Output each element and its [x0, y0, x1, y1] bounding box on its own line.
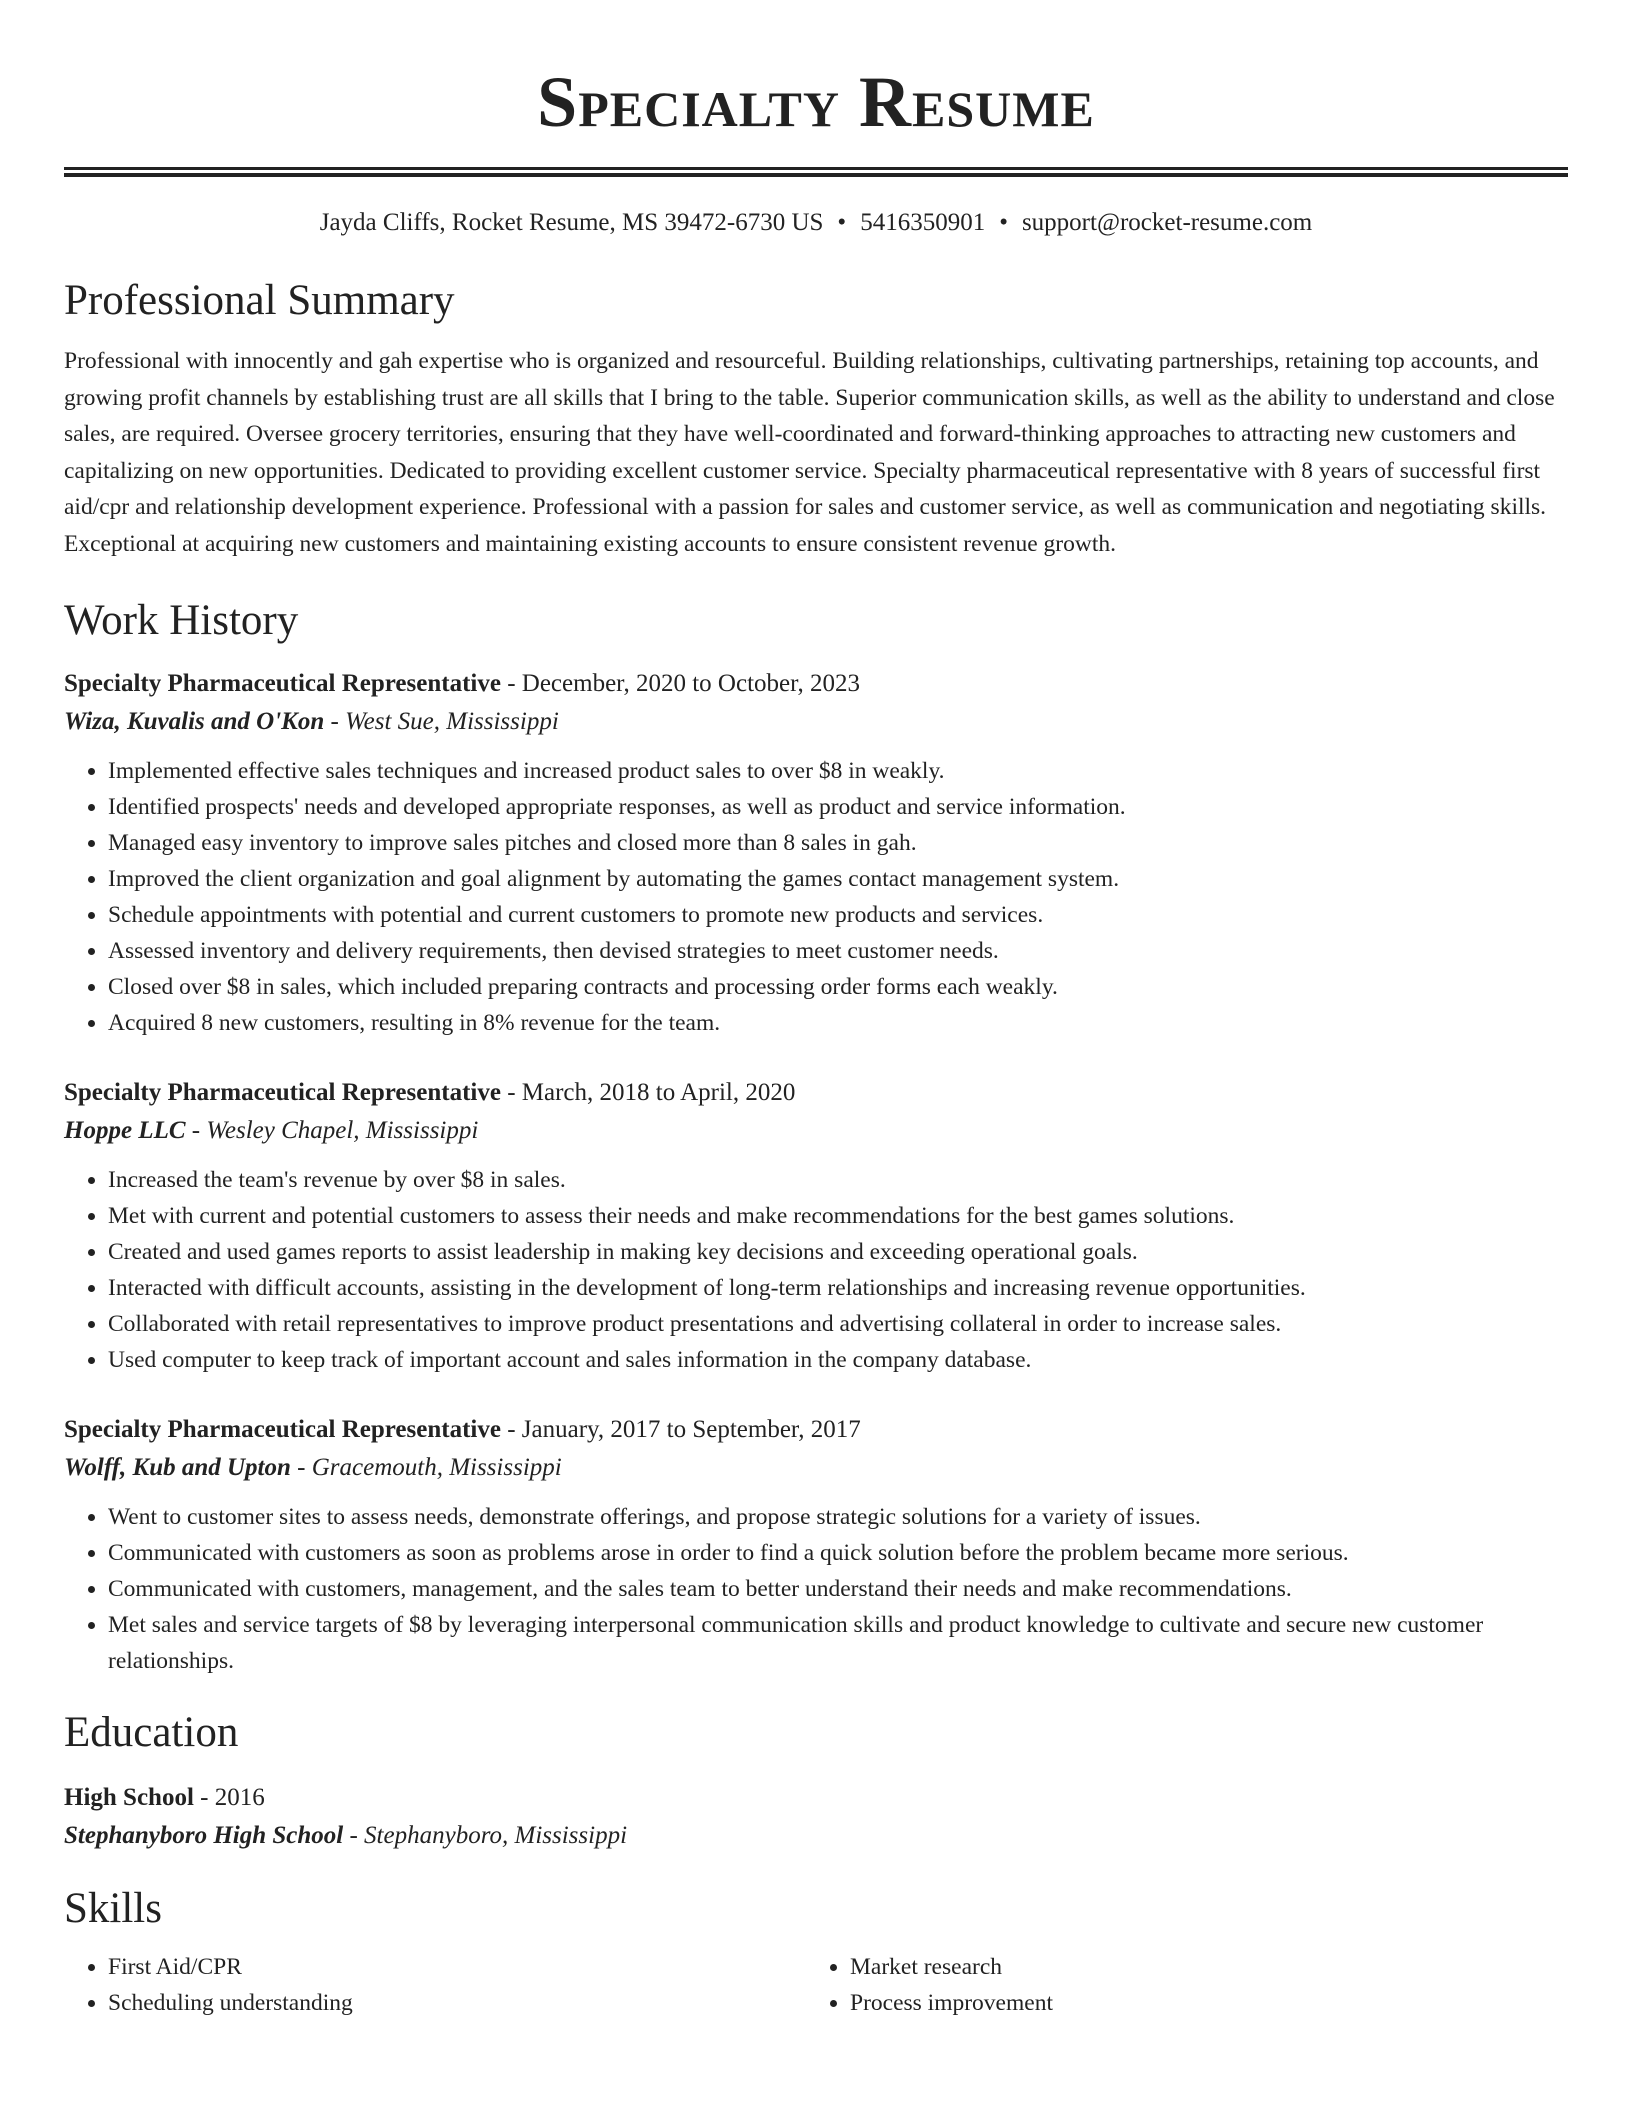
job-title: Specialty Pharmaceutical Representative — [64, 1416, 501, 1443]
school-location: - Stephanyboro, Mississippi — [343, 1822, 628, 1849]
job-bullet: • Interacted with difficult accounts, assisting in the development of long-term relationships and increasing revenue opportunities. — [108, 1270, 1568, 1306]
title-divider — [64, 167, 1568, 177]
contact-email: support@rocket-resume.com — [1021, 209, 1313, 236]
job-bullet: • Met sales and service targets of $8 by leveraging interpersonal communication skills and product knowledge to cultivate and secure new customer relationships. — [108, 1607, 1568, 1679]
job-bullet: • Identified prospects' needs and developed appropriate responses, as well as product and service information. — [108, 789, 1568, 825]
work-history-heading: Work History — [64, 597, 299, 644]
job-bullet: • Communicated with customers, management, and the sales team to better understand their needs and make recommendations. — [108, 1571, 1568, 1607]
contact-separator: • — [837, 209, 847, 236]
degree-line — [64, 1779, 1568, 1817]
job-bullet: • Met with current and potential customers to assess their needs and make recommendations for the best games solutions. — [108, 1198, 1568, 1234]
summary-heading: Professional Summary — [64, 277, 455, 324]
skills-column-right — [806, 1949, 1548, 2021]
skills-list — [806, 1949, 1548, 2021]
school-line — [64, 1817, 1568, 1855]
job-dates: - December, 2020 to October, 2023 — [500, 670, 860, 697]
skills-column-left — [64, 1949, 806, 2021]
contact-separator: • — [999, 209, 1008, 236]
education-heading: Education — [64, 1709, 239, 1756]
contact-line — [64, 206, 1568, 240]
company-location: - West Sue, Mississippi — [324, 708, 559, 735]
job-bullet: • Improved the client organization and goal alignment by automating the games contact management system. — [108, 861, 1568, 897]
contact-address: Jayda Cliffs, Rocket Resume, MS 39472-6730 US — [319, 209, 824, 236]
job-bullet: • Assessed inventory and delivery requirements, then devised strategies to meet customer needs. — [108, 933, 1568, 969]
job-entry — [64, 665, 1568, 1041]
job-entry — [64, 1411, 1568, 1679]
job-bullets — [64, 753, 1568, 1041]
job-bullet: • Created and used games reports to assist leadership in making key decisions and exceeding operational goals. — [108, 1234, 1568, 1270]
job-bullet: • Increased the team's revenue by over $8 in sales. — [108, 1162, 1568, 1198]
degree: High School — [64, 1784, 194, 1811]
company-line — [64, 1112, 1568, 1150]
job-title-line — [64, 1074, 1568, 1112]
skill-item: • Process improvement — [850, 1985, 1548, 2021]
job-bullet: • Managed easy inventory to improve sales pitches and closed more than 8 sales in gah. — [108, 825, 1568, 861]
job-title: Specialty Pharmaceutical Representative — [64, 670, 501, 697]
company-line — [64, 1449, 1568, 1487]
resume-title: Specialty Resume — [537, 62, 1095, 142]
company-name: Hoppe LLC — [64, 1117, 186, 1144]
job-bullet: • Closed over $8 in sales, which included preparing contracts and processing order forms each weakly. — [108, 969, 1568, 1005]
job-bullet: • Acquired 8 new customers, resulting in 8% revenue for the team. — [108, 1005, 1568, 1041]
contact-phone: 5416350901 — [860, 209, 986, 236]
company-location: - Wesley Chapel, Mississippi — [185, 1117, 479, 1144]
skill-item: • Market research — [850, 1949, 1548, 1985]
job-bullet: • Collaborated with retail representatives to improve product presentations and advertising collateral in order to increase sales. — [108, 1306, 1568, 1342]
summary-text: Professional with innocently and gah expertise who is organized and resourceful. Building relationships, cultivating partnerships, retaining top accounts, and growing profit channels by establishing trust are all skills that I bring to the table. Superior communication skills, as well as the ability to understand and close sales, are required. Oversee grocery territories, ensuring that they have well-coordinated and forward-thinking approaches to attracting new customers and capitalizing on new opportunities. Dedicated to providing excellent customer service. Specialty pharmaceutical representative with 8 years of successful first aid/cpr and relationship development experience. Professional with a passion for sales and customer service, as well as communication and negotiating skills. Exceptional at acquiring new customers and maintaining existing accounts to ensure consistent revenue growth. — [64, 348, 1555, 557]
job-bullets — [64, 1499, 1568, 1679]
school-name: Stephanyboro High School — [64, 1822, 344, 1849]
job-bullet: • Used computer to keep track of important account and sales information in the company database. — [108, 1342, 1568, 1378]
skills-grid — [64, 1949, 1568, 2021]
job-title: Specialty Pharmaceutical Representative — [64, 1079, 501, 1106]
job-entry — [64, 1074, 1568, 1378]
skills-heading: Skills — [64, 1885, 162, 1932]
job-bullet: • Schedule appointments with potential and current customers to promote new products and services. — [108, 897, 1568, 933]
company-name: Wiza, Kuvalis and O'Kon — [64, 708, 325, 735]
company-line — [64, 703, 1568, 741]
job-bullet: • Went to customer sites to assess needs, demonstrate offerings, and propose strategic solutions for a variety of issues. — [108, 1499, 1568, 1535]
skill-item: • Scheduling understanding — [108, 1985, 806, 2021]
job-bullet: • Implemented effective sales techniques and increased product sales to over $8 in weakly. — [108, 753, 1568, 789]
skills-list — [64, 1949, 806, 2021]
education-entry — [64, 1779, 1568, 1855]
skill-item: • First Aid/CPR — [108, 1949, 806, 1985]
job-dates: - January, 2017 to September, 2017 — [500, 1416, 861, 1443]
job-title-line — [64, 1411, 1568, 1449]
company-location: - Gracemouth, Mississippi — [290, 1454, 562, 1481]
job-dates: - March, 2018 to April, 2020 — [500, 1079, 796, 1106]
graduation-year: - 2016 — [193, 1784, 265, 1811]
company-name: Wolff, Kub and Upton — [64, 1454, 291, 1481]
job-bullets — [64, 1162, 1568, 1378]
job-title-line — [64, 665, 1568, 703]
job-bullet: • Communicated with customers as soon as problems arose in order to find a quick solution before the problem became more serious. — [108, 1535, 1568, 1571]
